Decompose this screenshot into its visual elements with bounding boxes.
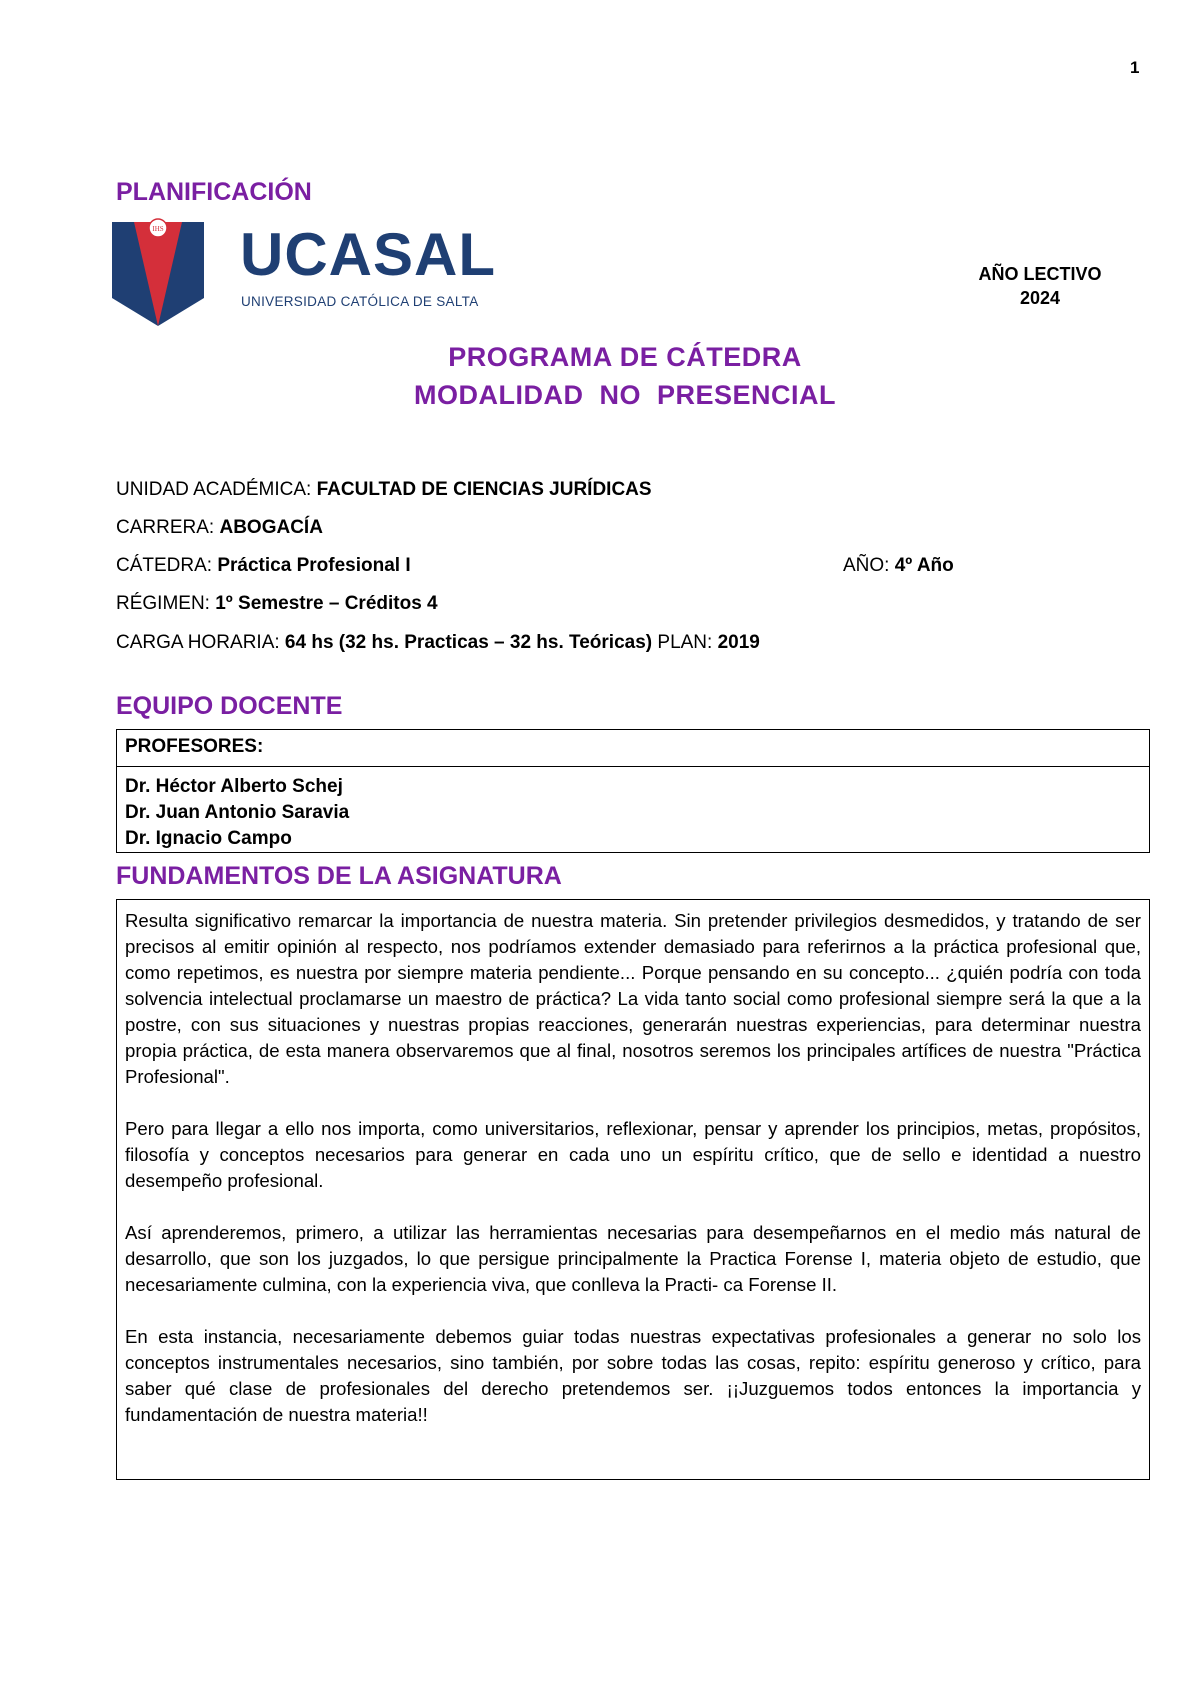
profesores-list <box>117 767 1149 852</box>
program-title-line1: PROGRAMA DE CÁTEDRA <box>448 342 802 372</box>
fundamentos-paragraph: Así aprenderemos, primero, a utilizar las herramientas necesarias para desempeñarnos en el medio más natural de desarrollo, que son los juzgados, lo que persigue principalmente la Practica Forense I, materia objeto de estudio, que necesariamente culmina, con la experiencia viva, que conlleva la Practi- ca Forense II. <box>125 1222 1141 1295</box>
catedra-label: CÁTEDRA: <box>116 555 218 576</box>
carga-label: CARGA HORARIA: <box>116 632 285 653</box>
fundamentos-paragraph: Resulta significativo remarcar la importancia de nuestra materia. Sin pretender privilegios desmedidos, y tratando de ser precisos al emitir opinión al respecto, nos podríamos extender demasiado para referirnos a la práctica profesional que, como repetimos, es nuestra por siempre materia pendiente... Porque pensando en su concepto... ¿quién podría con toda solvencia intelectual proclamarse un maestro de práctica? La vida tanto social como profesional siempre será la que a la postre, con sus situaciones y nuestras propias reacciones, generarán nuestras experiencias, para determinar nuestra propia práctica, de esta manera observaremos que al final, nosotros seremos los principales artífices de nuestra "Práctica Profesional". <box>125 910 1141 1087</box>
regimen-value: 1º Semestre – Créditos 4 <box>215 593 438 614</box>
catedra-value: Práctica Profesional I <box>217 555 411 576</box>
carrera-value: ABOGACÍA <box>219 517 323 538</box>
unidad-label: UNIDAD ACADÉMICA: <box>116 479 317 500</box>
regimen <box>116 593 438 615</box>
regimen-label: RÉGIMEN: <box>116 593 216 614</box>
carga-horaria <box>116 632 760 654</box>
program-title-line2: MODALIDAD NO PRESENCIAL <box>413 380 836 410</box>
catedra <box>116 555 411 577</box>
anio-value: 4º Año <box>894 555 954 576</box>
logo-wordmark: UCASAL <box>240 221 496 288</box>
carrera <box>116 517 323 539</box>
profesor-item: Dr. Héctor Alberto Schej <box>125 776 343 797</box>
fundamentos-heading: FUNDAMENTOS DE LA ASIGNATURA <box>116 862 562 890</box>
program-title <box>0 338 1200 414</box>
fundamentos-paragraph: En esta instancia, necesariamente debemos guiar todas nuestras expectativas profesionales a generar no solo los conceptos instrumentales necesarios, sino también, por sobre todas las cosas, repito: espíritu generoso y crítico, para saber qué clase de profesionales del derecho pretendemos ser. ¡¡Juzguemos todos entonces la importancia y fundamentación de nuestra materia!! <box>125 1326 1141 1425</box>
ucasal-logo <box>112 218 496 330</box>
logo-subtitle: UNIVERSIDAD CATÓLICA DE SALTA <box>241 294 479 309</box>
carrera-label: CARRERA: <box>116 517 220 538</box>
plan-label: PLAN: <box>657 632 718 653</box>
anio <box>843 555 954 577</box>
page-number: 1 <box>1130 58 1140 77</box>
ucasal-shield-icon <box>112 218 204 330</box>
anio-lectivo <box>940 262 1140 310</box>
equipo-docente-heading: EQUIPO DOCENTE <box>116 692 343 720</box>
planificacion-label: PLANIFICACIÓN <box>116 178 312 206</box>
fundamentos-box <box>116 899 1150 1480</box>
unidad-academica <box>116 479 652 501</box>
anio-lectivo-label: AÑO LECTIVO <box>978 264 1102 284</box>
anio-label: AÑO: <box>843 555 895 576</box>
profesores-table <box>116 729 1150 853</box>
svg-text:IHS: IHS <box>152 225 164 233</box>
anio-lectivo-value: 2024 <box>1019 288 1061 308</box>
unidad-value: FACULTAD DE CIENCIAS JURÍDICAS <box>316 479 652 500</box>
profesores-header: PROFESORES: <box>117 730 1149 767</box>
fundamentos-paragraph: Pero para llegar a ello nos importa, como universitarios, reflexionar, pensar y aprender los principios, metas, propósitos, filosofía y conceptos necesarios para generar en cada uno un espíritu crítico, que de sello e identidad a nuestro desempeño profesional. <box>125 1118 1141 1191</box>
plan-value: 2019 <box>717 632 760 653</box>
carga-value: 64 hs (32 hs. Practicas – 32 hs. Teóricas) <box>284 632 653 653</box>
profesor-item: Dr. Juan Antonio Saravia <box>125 802 350 823</box>
profesor-item: Dr. Ignacio Campo <box>125 828 292 849</box>
